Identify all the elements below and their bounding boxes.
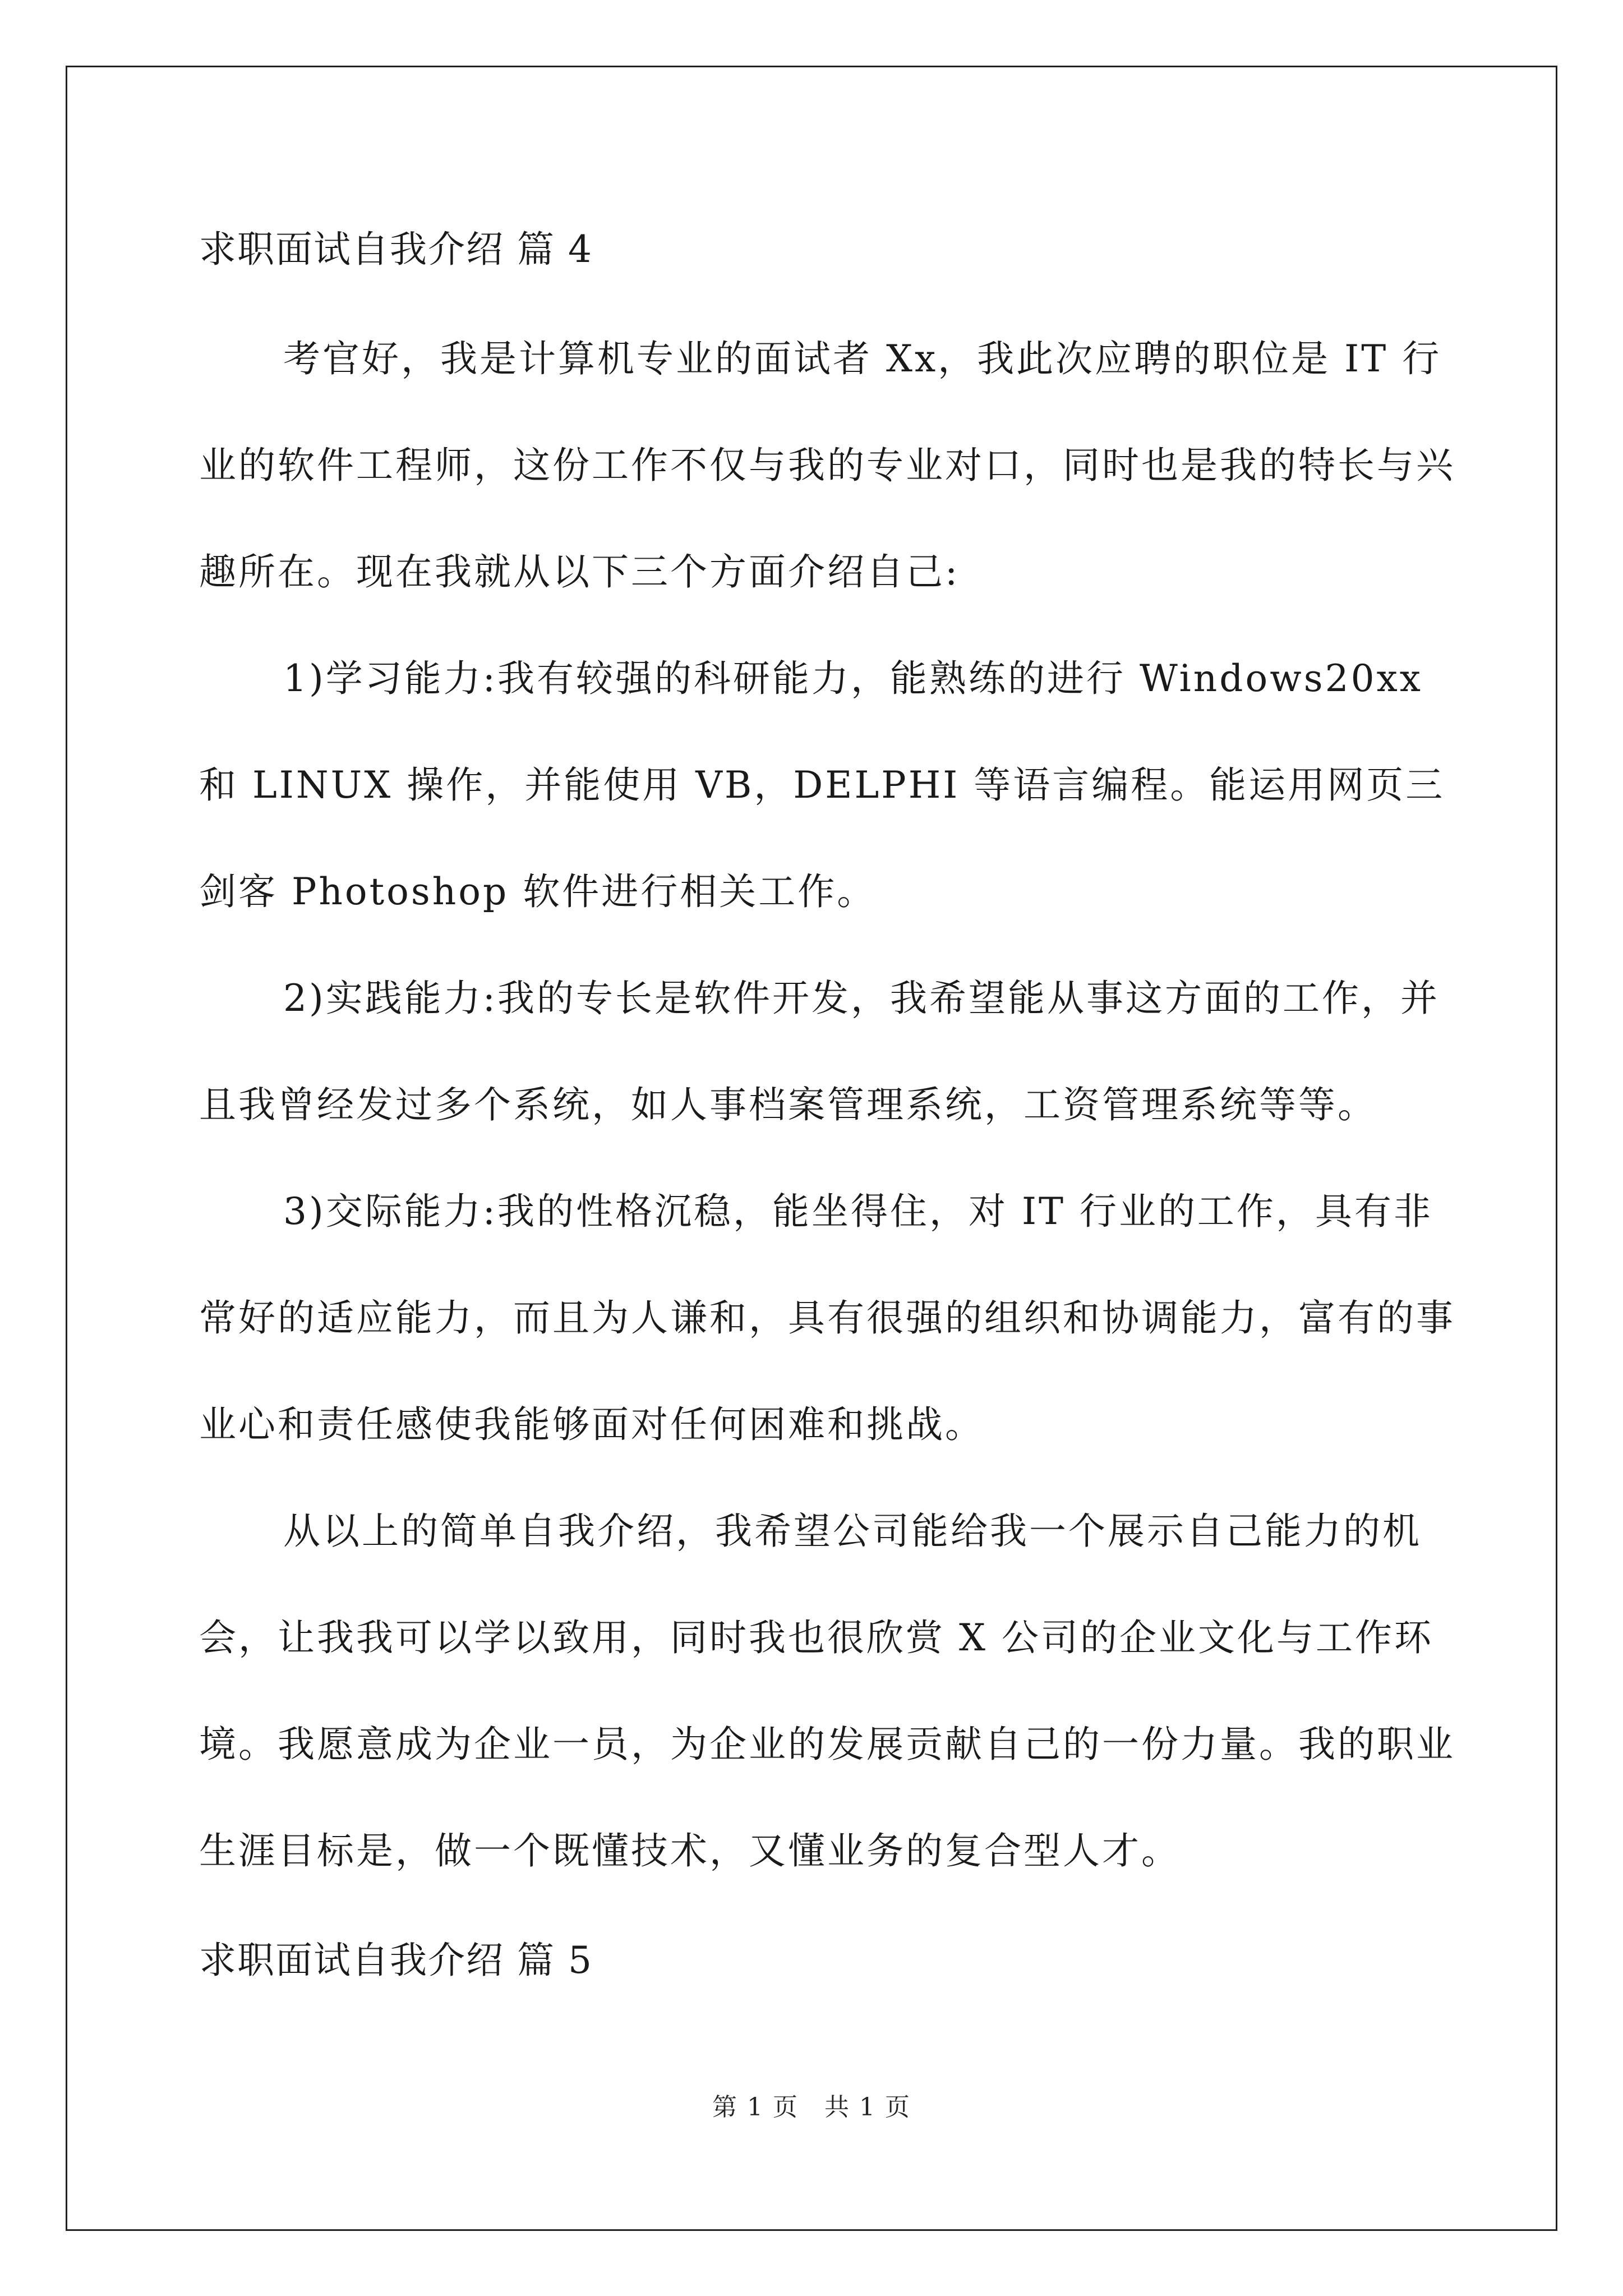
paragraph-learning-ability: 1)学习能力:我有较强的科研能力，能熟练的进行 Windows20xx 和 LINUX 操作，并能使用 VB，DELPHI 等语言编程。能运用网页三剑客 Photoshop 软件进行相关工作。 xyxy=(199,657,1445,913)
section-heading-5: 求职面试自我介绍 篇 5 xyxy=(199,1939,593,1982)
section-heading-4: 求职面试自我介绍 篇 4 xyxy=(199,228,593,271)
paragraph-social-ability: 3)交际能力:我的性格沉稳，能坐得住，对 IT 行业的工作，具有非常好的适应能力，而且为人谦和，具有很强的组织和协调能力，富有的事业心和责任感使我能够面对任何困难和挑战。 xyxy=(199,1190,1455,1446)
paragraph-practice-ability: 2)实践能力:我的专长是软件开发，我希望能从事这方面的工作，并且我曾经发过多个系统，如人事档案管理系统，工资管理系统等等。 xyxy=(199,977,1440,1126)
paragraph-intro: 考官好，我是计算机专业的面试者 Xx，我此次应聘的职位是 IT 行业的软件工程师，这份工作不仅与我的专业对口，同时也是我的特长与兴趣所在。现在我就从以下三个方面介绍自己: xyxy=(199,337,1455,593)
paragraph-conclusion: 从以上的简单自我介绍，我希望公司能给我一个展示自己能力的机会，让我我可以学以致用，同时我也很欣赏 X 公司的企业文化与工作环境。我愿意成为企业一员，为企业的发展贡献自己的一份力量。我的职业生涯目标是，做一个既懂技术，又懂业务的复合型人才。 xyxy=(199,1510,1455,1872)
page-number: 第 1 页 共 1 页 xyxy=(712,2093,911,2122)
